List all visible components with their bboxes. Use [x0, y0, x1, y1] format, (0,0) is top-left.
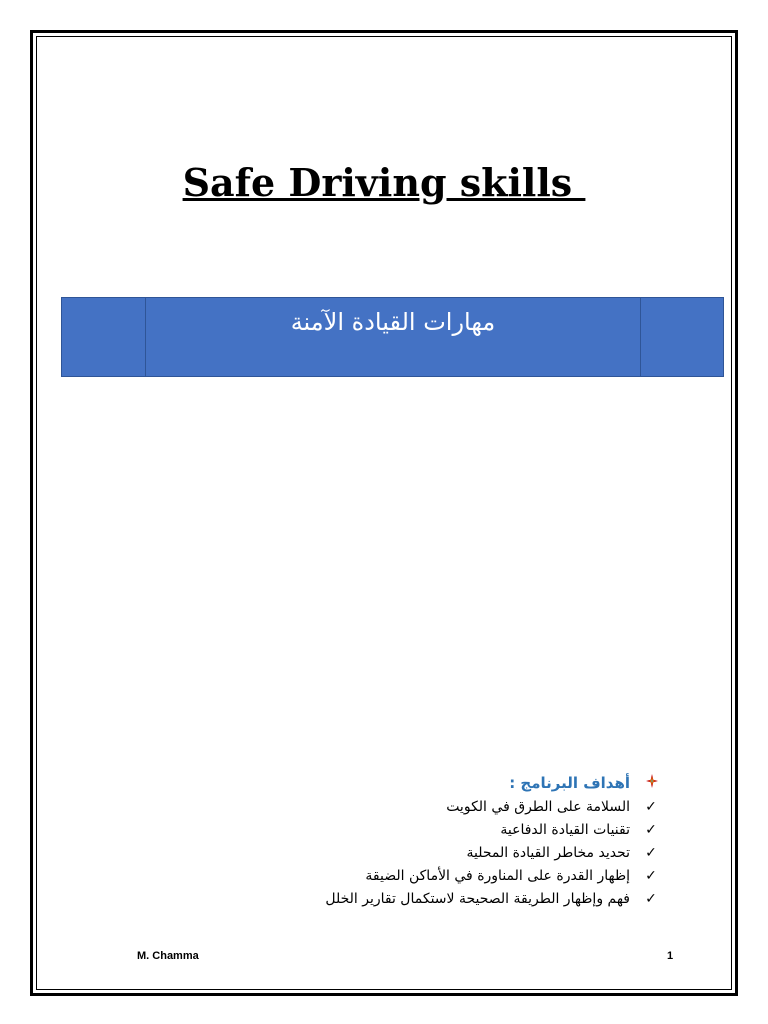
- program-objectives: [238, 770, 658, 911]
- document-title: [0, 160, 768, 205]
- list-item: [238, 796, 658, 819]
- four-point-star-bullet-icon: [646, 774, 658, 788]
- objective-text: السلامة على الطرق في الكويت: [446, 799, 630, 815]
- document-title-text: Safe Driving skills: [182, 160, 586, 205]
- objective-text: إظهار القدرة على المناورة في الأماكن الضيقة: [365, 868, 630, 884]
- checkmark-icon: ✓: [645, 822, 657, 838]
- list-item: [238, 865, 658, 888]
- objective-text: تحديد مخاطر القيادة المحلية: [466, 845, 630, 861]
- banner-title-text: مهارات القيادة الآمنة: [290, 308, 496, 336]
- objective-text: تقنيات القيادة الدفاعية: [500, 822, 630, 838]
- objective-text: فهم وإظهار الطريقة الصحيحة لاستكمال تقارير الخلل: [325, 891, 630, 907]
- objectives-list: [238, 796, 658, 911]
- list-item: [238, 888, 658, 911]
- footer-page-number: 1: [667, 950, 674, 962]
- arabic-title-banner: [61, 297, 724, 377]
- objectives-heading: [238, 770, 658, 796]
- objectives-heading-text: أهداف البرنامج :: [509, 774, 630, 792]
- checkmark-icon: ✓: [645, 868, 657, 884]
- checkmark-icon: ✓: [645, 845, 657, 861]
- list-item: [238, 819, 658, 842]
- banner-right-cell: [640, 298, 723, 376]
- checkmark-icon: ✓: [645, 891, 657, 907]
- checkmark-icon: ✓: [645, 799, 657, 815]
- list-item: [238, 842, 658, 865]
- banner-left-cell: [62, 298, 146, 376]
- footer-author: M. Chamma: [137, 950, 199, 962]
